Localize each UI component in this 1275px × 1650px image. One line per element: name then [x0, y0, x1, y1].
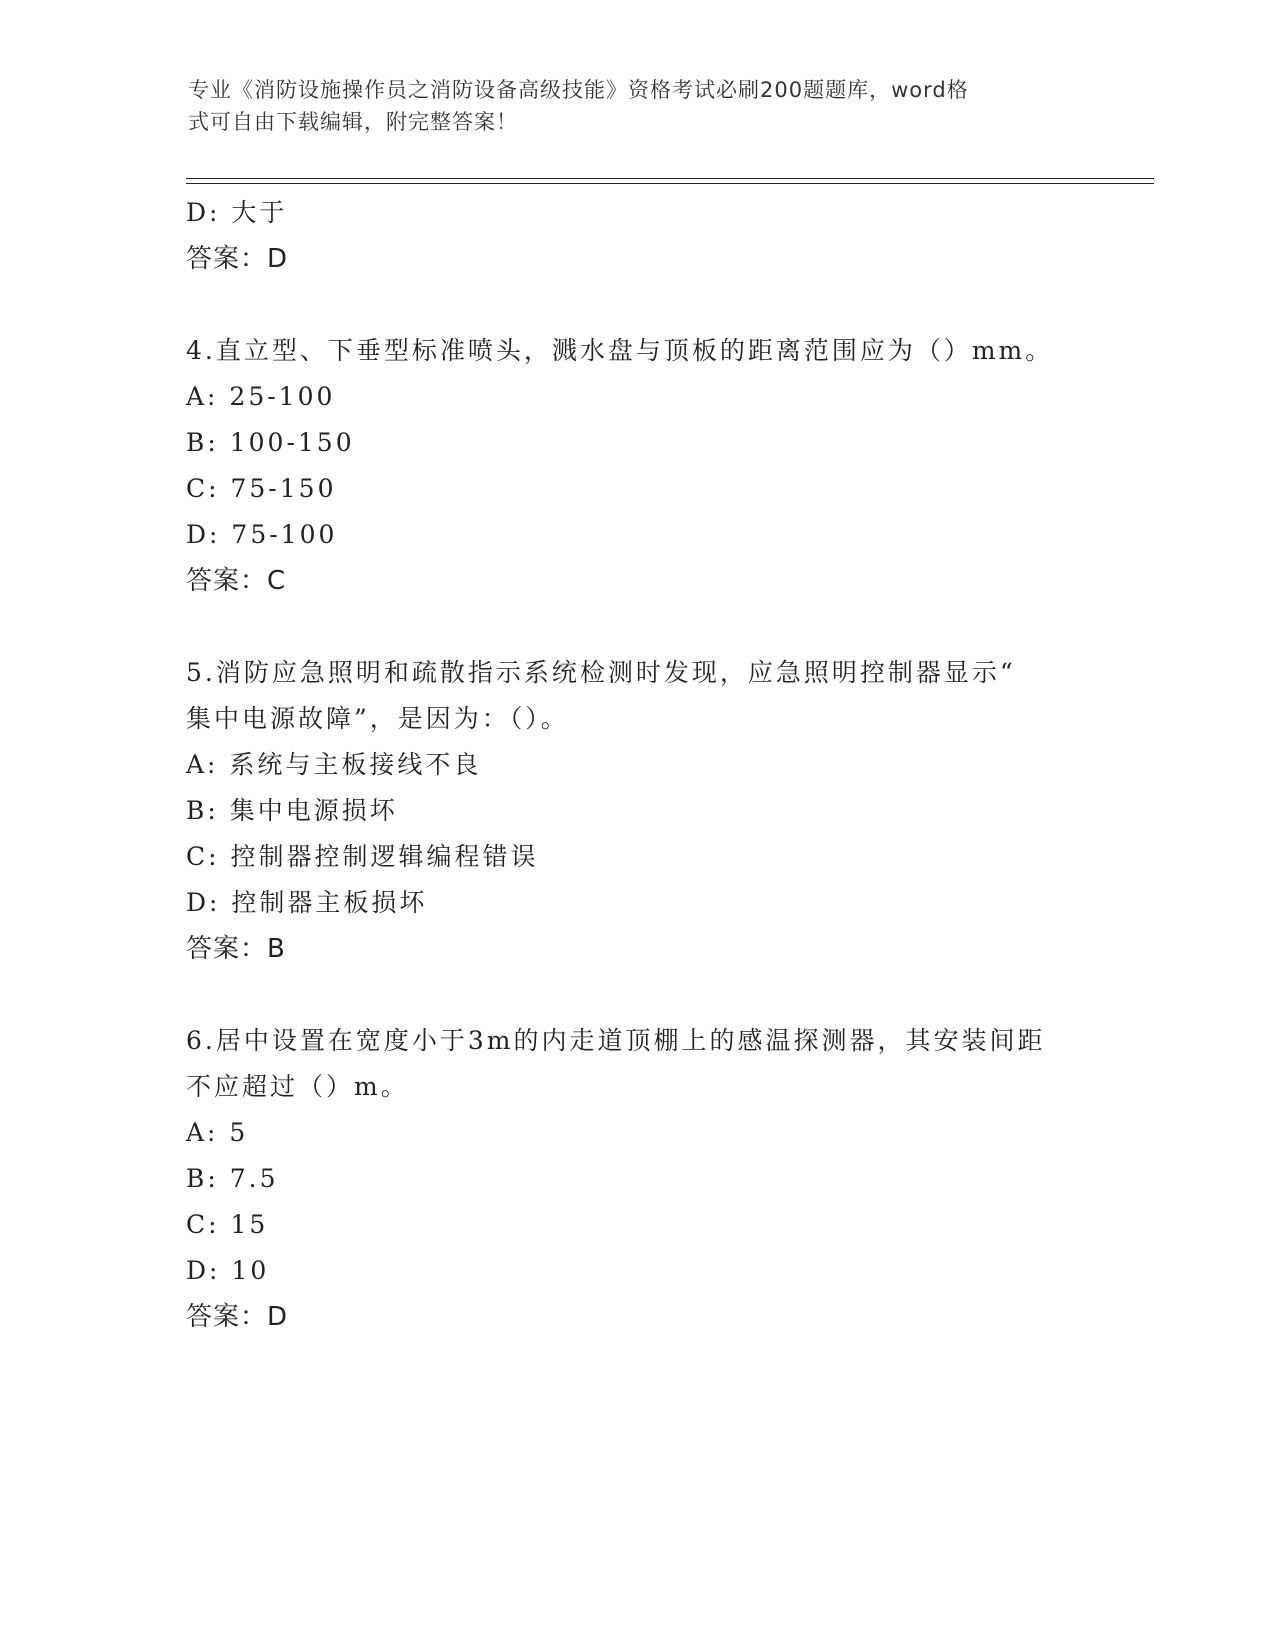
question-3-tail [186, 190, 1086, 282]
option-a: A: 25-100 [186, 382, 336, 411]
option-c: C: 控制器控制逻辑编程错误 [186, 842, 539, 871]
option-c: C: 15 [186, 1210, 269, 1239]
option-a: A: 系统与主板接线不良 [186, 750, 482, 779]
option-d: D: 10 [186, 1256, 270, 1285]
option-b: B: 7.5 [186, 1164, 279, 1193]
question-stem: 5.消防应急照明和疏散指示系统检测时发现，应急照明控制器显示“ [186, 658, 1016, 687]
question-stem: 4.直立型、下垂型标准喷头，溅水盘与顶板的距离范围应为（）mm。 [186, 336, 1054, 365]
answer-line: 答案：C [186, 566, 287, 596]
option-d: D: 控制器主板损坏 [186, 888, 428, 917]
option-a: A: 5 [186, 1118, 249, 1147]
header-divider-top [186, 178, 1154, 179]
question-stem: 6.居中设置在宽度小于3m的内走道顶棚上的感温探测器，其安装间距 [186, 1026, 1046, 1055]
question-6 [186, 1018, 1086, 1340]
header-line-2: 式可自由下载编辑，附完整答案！ [188, 110, 518, 134]
option-c: C: 75-150 [186, 474, 337, 503]
question-stem-continued: 不应超过（）m。 [186, 1072, 409, 1101]
answer-line: 答案：D [186, 1302, 289, 1332]
option-d: D: 大于 [186, 198, 288, 227]
question-5 [186, 650, 1086, 972]
answer-line: 答案：B [186, 934, 286, 964]
option-b: B: 集中电源损坏 [186, 796, 398, 825]
option-b: B: 100-150 [186, 428, 355, 457]
spacer [186, 604, 1086, 650]
spacer [186, 972, 1086, 1018]
question-4 [186, 328, 1086, 604]
question-list [186, 190, 1086, 1340]
question-stem-continued: 集中电源故障”，是因为：（）。 [186, 704, 569, 733]
spacer [186, 282, 1086, 328]
answer-line: 答案：D [186, 244, 289, 274]
header-divider-bottom [186, 183, 1154, 184]
header-line-1: 专业《消防设施操作员之消防设备高级技能》资格考试必刷200题题库，word格 [188, 78, 969, 102]
document-header [188, 74, 1068, 138]
option-d: D: 75-100 [186, 520, 338, 549]
